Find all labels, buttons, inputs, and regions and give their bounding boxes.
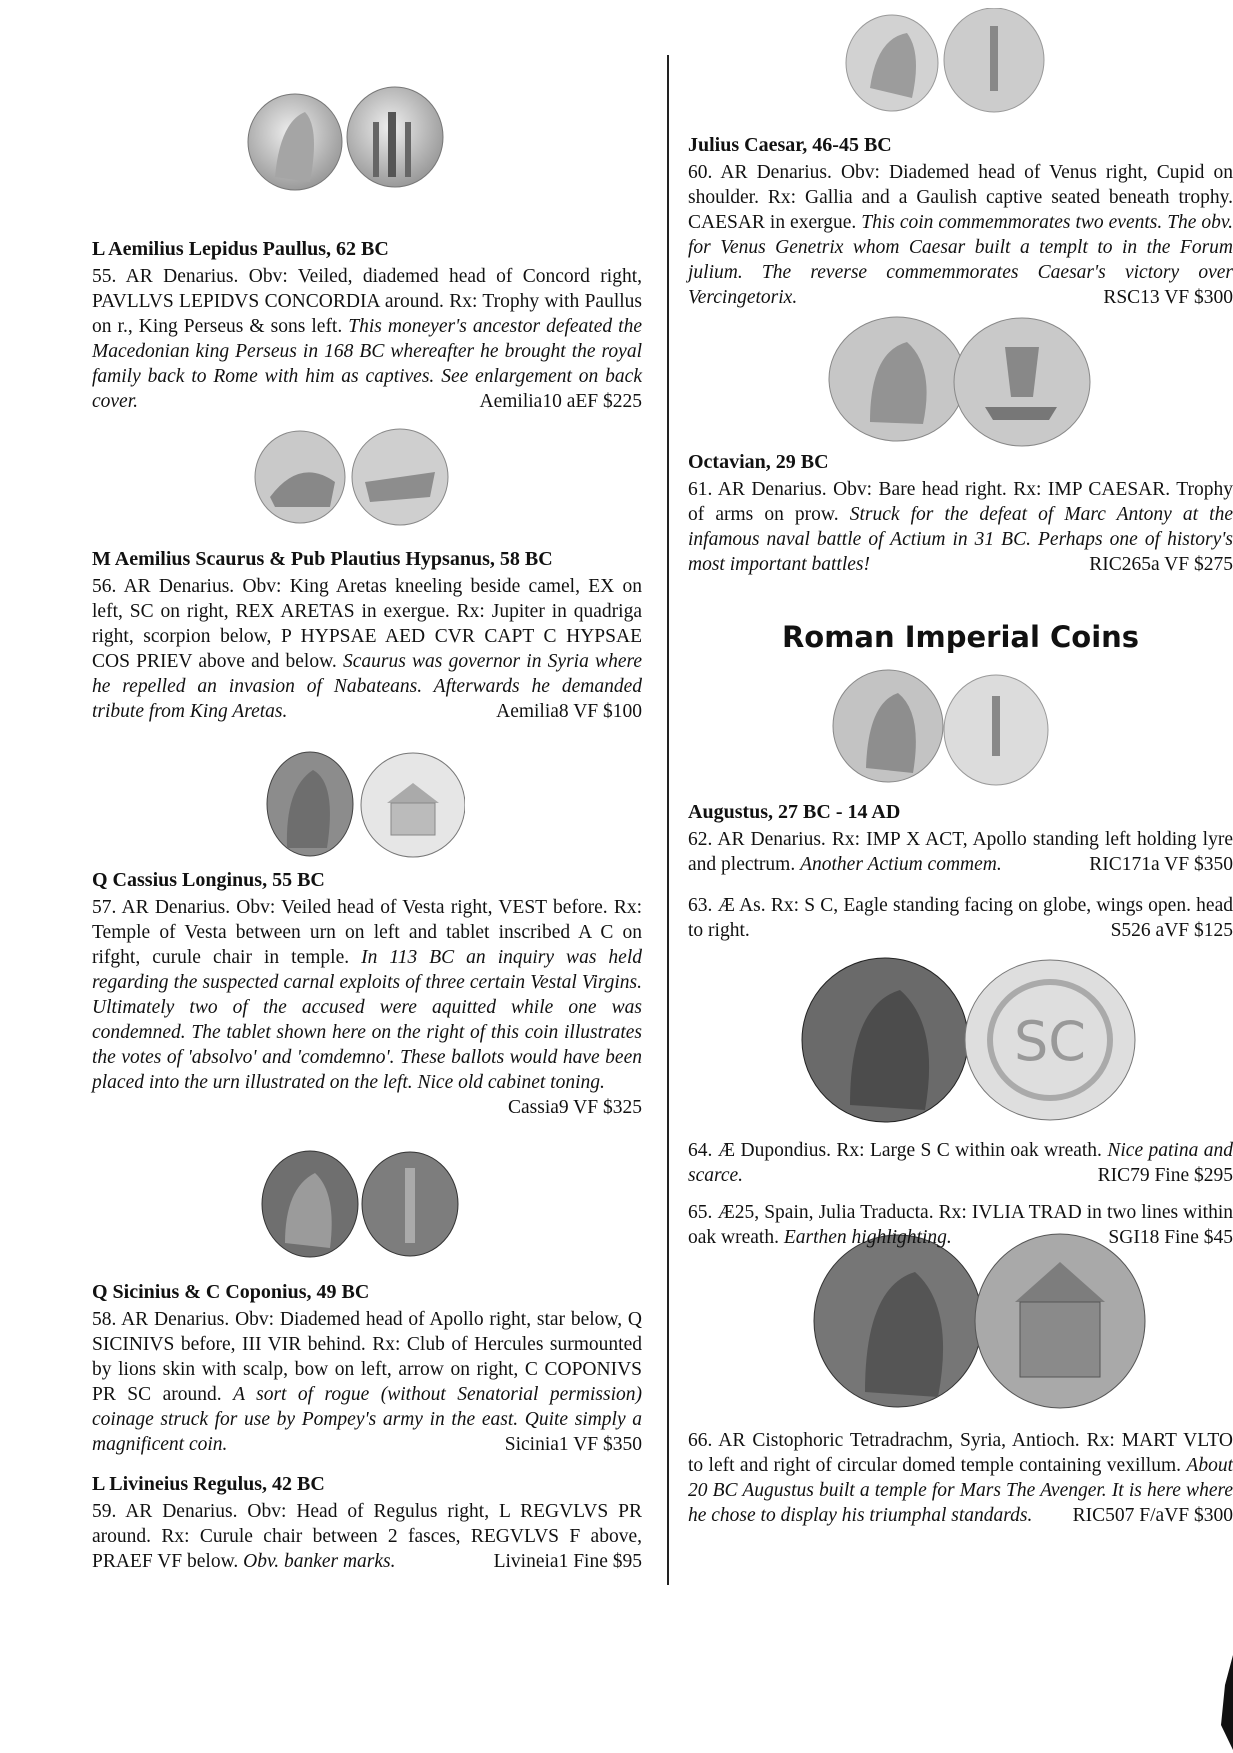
listing-desc: 59. AR Denarius. Obv: Head of Regulus right, L REGVLVS PR around. Rx: Curule chair between 2 fasces, REGVLVS F above, PRAEF VF below. (92, 1501, 642, 1572)
coin-image-57 (265, 748, 465, 863)
coin-image-55 (245, 82, 445, 192)
listing-desc: 57. AR Denarius. Obv: Veiled head of Vesta right, VEST before. Rx: Temple of Vesta between urn on left and tablet inscribed A C on rifght, curule chair in temple. (92, 897, 642, 968)
listing-57 (92, 868, 642, 1120)
listing-desc: 60. AR Denarius. Obv: Diademed head of Venus right, Cupid on shoulder. Rx: Gallia and a Gaulish captive seated beneath trophy. CAESAR in exergue. (688, 162, 1233, 233)
listing-title: L Aemilius Lepidus Paullus, 62 BC (92, 238, 389, 260)
listing-desc: 55. AR Denarius. Obv: Veiled, diademed head of Concord right, PAVLLVS LEPIDVS CONCORDIA around. Rx: Trophy with Paullus on r., King Perseus & sons left. (92, 266, 642, 337)
coin-image-56 (250, 422, 460, 532)
coin-image-61 (825, 312, 1095, 447)
listing-desc: 56. AR Denarius. Obv: King Aretas kneeling beside camel, EX on left, SC on right, REX ARETAS in exergue. Rx: Jupiter in quadriga right, scorpion below, P HYPSAE AED CVR CAPT C HYPSAE COS PRIEV above and below. (92, 576, 642, 672)
catalog-price: RIC265a VF $275 (1089, 554, 1233, 575)
catalog-price: RIC79 Fine $295 (1097, 1165, 1233, 1186)
catalog-price: RIC507 F/aVF $300 (1072, 1505, 1233, 1526)
listing-note: Another Actium commem. (800, 854, 1002, 875)
coin-image-63 (800, 955, 1140, 1125)
catalog-price: RIC171a VF $350 (1089, 854, 1233, 875)
listing-title: Q Sicinius & C Coponius, 49 BC (92, 1281, 370, 1303)
listing-note: About 20 BC Augustus built a temple for Mars The Avenger. It is here where he chose to display his triumphal standards. (688, 1455, 1233, 1526)
listing-desc: 58. AR Denarius. Obv: Diademed head of Apollo right, star below, Q SICINIVS before, III VIR behind. Rx: Club of Hercules surmounted by lions skin with scalp, bow on left, arrow on right, C COPONIVS PR SC around. (92, 1309, 642, 1405)
listing-65 (688, 1200, 1233, 1250)
svg-text:SC: SC (1014, 1010, 1086, 1073)
listing-64 (688, 1138, 1233, 1188)
listing-title: L Livineius Regulus, 42 BC (92, 1473, 325, 1495)
listing-60 (688, 133, 1233, 310)
listing-note: In 113 BC an inquiry was held regarding the suspected carnal exploits of three certain Vestal Virgins. Ultimately two of the accused were aquitted while one was condemned. The tablet shown here on the right of this coin illustrates the votes of 'absolvo' and 'comdemno'. These ballots would have been placed into the urn illustrated on the left. Nice old cabinet toning. (92, 947, 643, 1093)
listing-title: M Aemilius Scaurus & Pub Plautius Hypsanus, 58 BC (92, 548, 553, 570)
page-edge-mark (1219, 1655, 1233, 1750)
catalog-price: Aemilia10 aEF $225 (479, 391, 642, 412)
catalog-price: Livineia1 Fine $95 (493, 1551, 642, 1572)
listing-title: Octavian, 29 BC (688, 451, 829, 473)
listing-62 (688, 800, 1233, 877)
listing-66 (688, 1428, 1233, 1528)
listing-desc: 66. AR Cistophoric Tetradrachm, Syria, Antioch. Rx: MART VLTO to left and right of circular domed temple containing vexillum. (688, 1430, 1233, 1476)
listing-desc: 62. AR Denarius. Rx: IMP X ACT, Apollo standing left holding lyre and plectrum. (688, 829, 1233, 875)
listing-note: Scaurus was governor in Syria where he repelled an invasion of Nabateans. Afterwards he demanded tribute from King Aretas. (92, 651, 642, 722)
listing-note: Obv. banker marks. (243, 1551, 396, 1572)
listing-55 (92, 237, 642, 414)
listing-63 (688, 893, 1233, 943)
listing-desc: 64. Æ Dupondius. Rx: Large S C within oak wreath. (688, 1140, 1102, 1161)
coin-image-62 (828, 668, 1058, 788)
listing-note: This coin commemmorates two events. The obv. for Venus Genetrix whom Caesar built a templt to in the Forum julium. The reverse commemmorates Caesar's victory over Vercingetorix. (688, 212, 1233, 308)
coin-image-60 (842, 8, 1052, 118)
listing-note: Struck for the defeat of Marc Antony at the infamous naval battle of Actium in 31 BC. Perhaps one of history's most important battles! (688, 504, 1233, 575)
coin-image-66 (810, 1232, 1150, 1410)
catalog-price: Cassia9 VF $325 (508, 1097, 642, 1118)
section-heading: Roman Imperial Coins (781, 620, 1140, 654)
catalog-price: Sicinia1 VF $350 (504, 1434, 642, 1455)
listing-desc: 61. AR Denarius. Obv: Bare head right. Rx: IMP CAESAR. Trophy of arms on prow. (688, 479, 1233, 525)
catalog-price: S526 aVF $125 (1110, 920, 1233, 941)
catalog-price: SGI18 Fine $45 (1108, 1227, 1233, 1248)
listing-56 (92, 547, 642, 724)
coin-image-58 (255, 1148, 465, 1260)
listing-note: A sort of rogue (without Senatorial permission) coinage struck for use by Pompey's army in the east. Quite simply a magnificent coin. (92, 1384, 642, 1455)
listing-title: Julius Caesar, 46-45 BC (688, 134, 892, 156)
column-divider (667, 55, 669, 1585)
listing-title: Augustus, 27 BC - 14 AD (688, 801, 901, 823)
listing-desc: 65. Æ25, Spain, Julia Traducta. Rx: IVLIA TRAD in two lines within oak wreath. (688, 1202, 1233, 1248)
listing-61 (688, 450, 1233, 577)
listing-title: Q Cassius Longinus, 55 BC (92, 869, 325, 891)
listing-58 (92, 1280, 642, 1457)
listing-note: Earthen highlighting. (783, 1227, 952, 1248)
catalog-price: Aemilia8 VF $100 (496, 701, 642, 722)
listing-desc: 63. Æ As. Rx: S C, Eagle standing facing on globe, wings open. head to right. (688, 895, 1233, 941)
listing-note: Nice patina and scarce. (688, 1140, 1233, 1186)
listing-note: This moneyer's ancestor defeated the Macedonian king Perseus in 168 BC whereafter he brought the royal family back to Rome with him as captives. See enlargement on back cover. (92, 316, 642, 412)
catalog-price: RSC13 VF $300 (1103, 287, 1233, 308)
listing-59 (92, 1472, 642, 1574)
